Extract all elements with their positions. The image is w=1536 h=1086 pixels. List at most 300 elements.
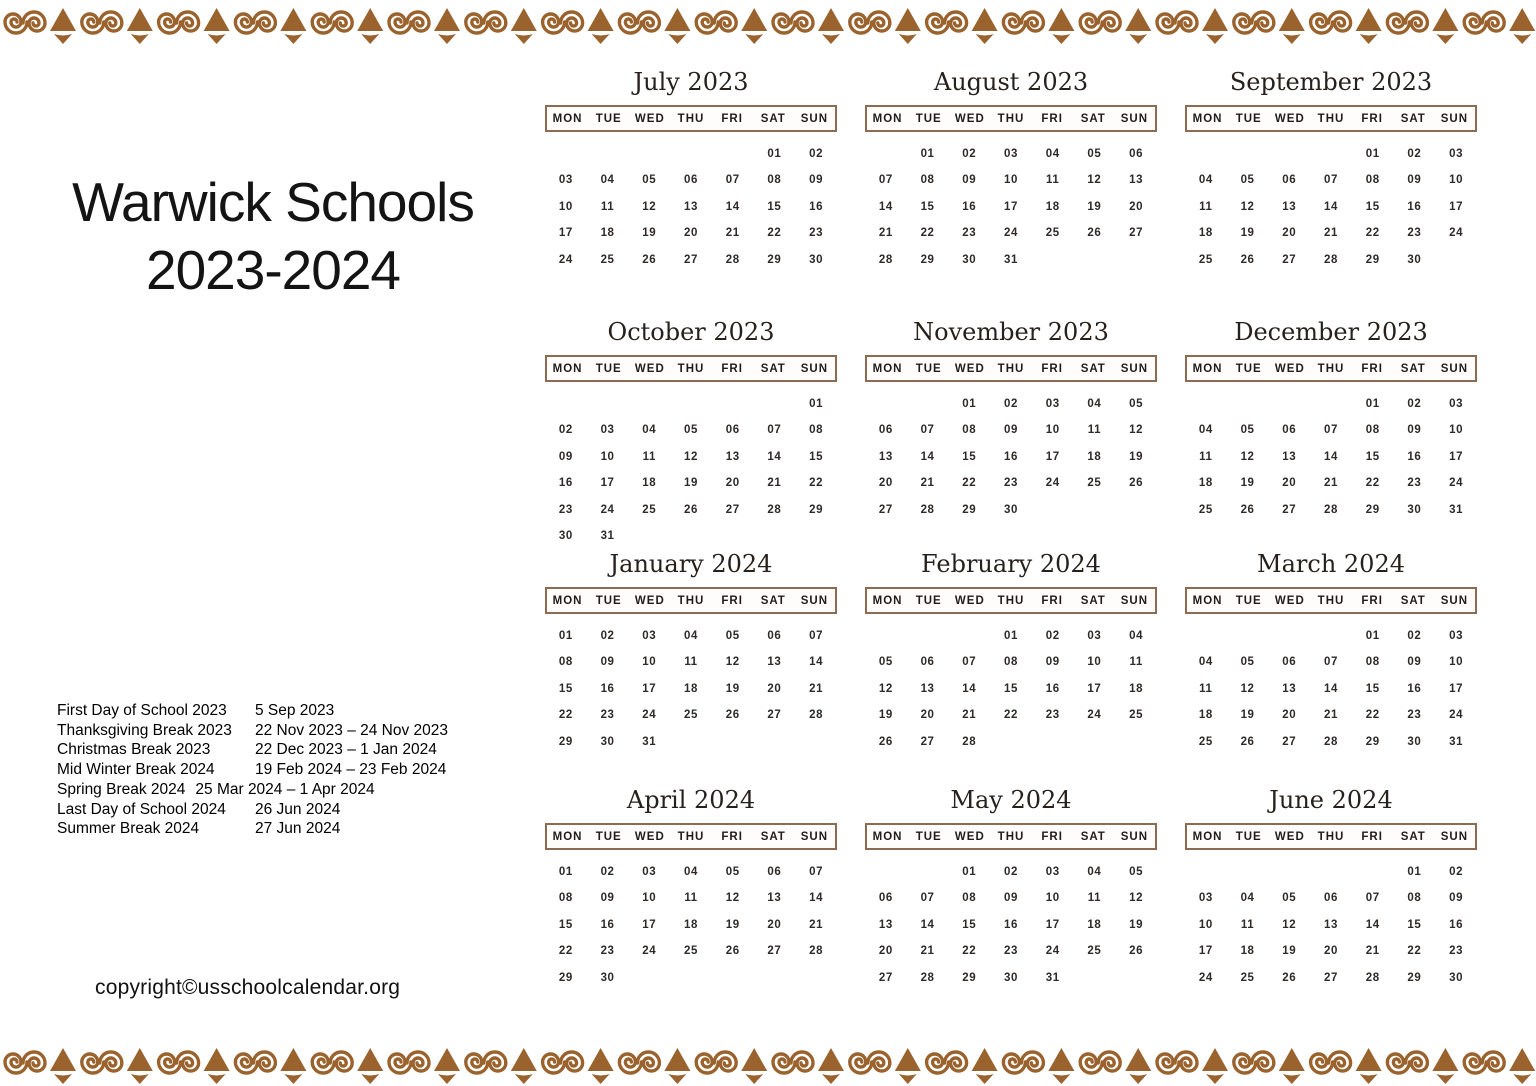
day-cell: 23 [1003, 945, 1018, 958]
key-date-label: Last Day of School 2024 [57, 800, 226, 818]
weekday-header [865, 823, 1157, 850]
day-cell: 10 [642, 892, 657, 905]
day-cell: 17 [1045, 450, 1060, 463]
weekday-label: MON [1192, 594, 1223, 607]
day-cell: 18 [600, 227, 615, 240]
weekday-label: WED [1274, 594, 1305, 607]
day-cell: 18 [1198, 477, 1213, 490]
day-cell: 12 [1282, 918, 1297, 931]
month-november-2023 [865, 314, 1157, 546]
day-cell: 18 [1198, 227, 1213, 240]
day-cell: 27 [767, 709, 782, 722]
day-cell: 24 [642, 709, 657, 722]
day-cell: 02 [1449, 866, 1464, 878]
day-cell: 07 [878, 174, 893, 187]
weekday-label: MON [1192, 112, 1223, 125]
day-cell: 08 [767, 174, 782, 187]
day-cell: 26 [725, 709, 740, 722]
weekday-label: WED [634, 362, 665, 375]
day-cell: 14 [809, 656, 824, 669]
day-cell: 21 [962, 709, 977, 722]
weekday-label: THU [1317, 830, 1345, 843]
month-june-2024 [1185, 782, 1477, 1012]
weekday-label: WED [954, 112, 985, 125]
day-cell: 27 [878, 971, 893, 984]
day-cell: 02 [1003, 866, 1018, 878]
day-cell: 17 [1198, 945, 1213, 958]
day-cell: 05 [725, 866, 740, 878]
day-cell: 11 [642, 450, 656, 463]
day-cell: 19 [1282, 945, 1297, 958]
day-cell: 13 [1129, 174, 1144, 187]
day-cell: 28 [1365, 971, 1380, 984]
day-cell: 26 [1129, 477, 1144, 490]
day-cell: 09 [1407, 174, 1422, 187]
day-cell: 08 [962, 892, 977, 905]
day-cell: 18 [683, 682, 698, 695]
month-title: March 2024 [1257, 550, 1405, 578]
day-cell: 21 [920, 945, 935, 958]
weekday-label: WED [634, 594, 665, 607]
weekday-label: TUE [1235, 594, 1262, 607]
day-cell: 30 [1003, 503, 1018, 516]
day-cell: 05 [1087, 148, 1102, 160]
day-cell: 28 [1323, 503, 1338, 516]
day-cell: 26 [725, 945, 740, 958]
day-cell: 15 [1365, 682, 1380, 695]
day-cell: 23 [1407, 477, 1422, 490]
day-cell: 19 [1129, 450, 1144, 463]
day-cell: 07 [1323, 424, 1338, 437]
day-cell: 03 [1449, 398, 1464, 410]
day-cell: 11 [1046, 174, 1060, 187]
weekday-label: SUN [1440, 830, 1469, 843]
month-title: January 2024 [609, 550, 773, 578]
weekday-label: SAT [760, 112, 786, 125]
day-cell: 17 [558, 227, 573, 240]
weekday-label: WED [1274, 830, 1305, 843]
day-cell: 26 [878, 735, 893, 748]
weekday-label: THU [997, 362, 1025, 375]
day-cell: 03 [600, 424, 615, 437]
day-cell: 02 [558, 424, 573, 437]
day-cell: 05 [683, 424, 698, 437]
weekday-label: THU [677, 362, 705, 375]
day-cell: 20 [878, 945, 893, 958]
day-cell: 02 [600, 866, 615, 878]
day-cell: 02 [1003, 398, 1018, 410]
day-cell: 13 [878, 918, 893, 931]
day-cell: 18 [1087, 450, 1102, 463]
weekday-label: WED [954, 362, 985, 375]
day-cell: 20 [683, 227, 698, 240]
day-cell: 16 [600, 918, 615, 931]
weekday-label: SAT [760, 594, 786, 607]
day-cell: 30 [962, 253, 977, 266]
weekday-label: TUE [595, 594, 622, 607]
day-cell: 18 [642, 477, 657, 490]
day-cell: 10 [558, 200, 573, 213]
day-cell: 04 [683, 866, 698, 878]
day-cell: 03 [1045, 398, 1060, 410]
day-cell: 16 [1003, 450, 1018, 463]
day-cell: 21 [767, 477, 782, 490]
day-cell: 17 [642, 918, 657, 931]
day-cell: 31 [1045, 971, 1060, 984]
month-title: May 2024 [950, 786, 1072, 814]
day-cell: 05 [1240, 424, 1255, 437]
month-title: April 2024 [626, 786, 756, 814]
day-cell: 23 [962, 227, 977, 240]
day-cell: 01 [1365, 148, 1380, 160]
weekday-label: FRI [721, 830, 743, 843]
day-cell: 22 [920, 227, 935, 240]
page-title [38, 168, 508, 304]
day-cell: 28 [1323, 735, 1338, 748]
weekday-label: MON [872, 362, 903, 375]
key-date-label: Thanksgiving Break 2023 [57, 721, 232, 739]
day-cell: 21 [878, 227, 893, 240]
days-grid [865, 859, 1157, 991]
weekday-label: FRI [1041, 362, 1063, 375]
day-cell: 27 [1282, 503, 1297, 516]
day-cell: 05 [878, 656, 893, 669]
weekday-header [545, 587, 837, 614]
day-cell: 02 [600, 630, 615, 642]
day-cell: 25 [1129, 709, 1144, 722]
day-cell: 10 [1045, 424, 1060, 437]
weekday-header [1185, 587, 1477, 614]
weekday-label: MON [552, 594, 583, 607]
day-cell: 06 [683, 174, 698, 187]
day-cell: 24 [642, 945, 657, 958]
weekday-label: TUE [915, 594, 942, 607]
day-cell: 03 [1045, 866, 1060, 878]
weekday-label: THU [1317, 594, 1345, 607]
day-cell: 23 [1003, 477, 1018, 490]
month-title: September 2023 [1229, 68, 1433, 96]
day-cell: 19 [1129, 918, 1144, 931]
weekday-label: SAT [760, 362, 786, 375]
day-cell: 22 [1003, 709, 1018, 722]
weekday-label: FRI [721, 112, 743, 125]
day-cell: 06 [878, 424, 893, 437]
weekday-label: SUN [1440, 112, 1469, 125]
key-date-row [57, 780, 527, 800]
day-cell: 09 [1003, 424, 1018, 437]
day-cell: 20 [1282, 709, 1297, 722]
weekday-label: FRI [721, 594, 743, 607]
weekday-header [865, 355, 1157, 382]
day-cell: 01 [1365, 630, 1380, 642]
day-cell: 11 [1240, 918, 1255, 931]
day-cell: 04 [642, 424, 657, 437]
month-october-2023 [545, 314, 837, 546]
day-cell: 25 [1087, 945, 1102, 958]
day-cell: 05 [1282, 892, 1297, 905]
day-cell: 11 [1199, 450, 1213, 463]
day-cell: 14 [1323, 200, 1338, 213]
weekday-label: THU [1317, 112, 1345, 125]
day-cell: 22 [962, 945, 977, 958]
day-cell: 22 [767, 227, 782, 240]
day-cell: 19 [1240, 477, 1255, 490]
day-cell: 02 [1045, 630, 1060, 642]
day-cell: 10 [1449, 656, 1464, 669]
days-grid [865, 141, 1157, 273]
days-grid [865, 623, 1157, 755]
day-cell: 30 [1449, 971, 1464, 984]
day-cell: 14 [725, 200, 740, 213]
day-cell: 16 [1449, 918, 1464, 931]
day-cell: 12 [1129, 892, 1144, 905]
day-cell: 07 [809, 866, 824, 878]
weekday-label: WED [634, 830, 665, 843]
month-title: October 2023 [607, 318, 775, 346]
day-cell: 13 [1323, 918, 1338, 931]
day-cell: 11 [1087, 892, 1102, 905]
day-cell: 12 [1087, 174, 1102, 187]
day-cell: 19 [725, 682, 740, 695]
day-cell: 23 [558, 503, 573, 516]
day-cell: 16 [1407, 450, 1422, 463]
day-cell: 23 [1449, 945, 1464, 958]
weekday-label: SAT [1400, 594, 1426, 607]
day-cell: 09 [600, 656, 615, 669]
day-cell: 04 [1240, 892, 1255, 905]
day-cell: 19 [1087, 200, 1102, 213]
month-february-2024 [865, 546, 1157, 782]
day-cell: 03 [1087, 630, 1102, 642]
day-cell: 07 [725, 174, 740, 187]
day-cell: 25 [1198, 503, 1213, 516]
day-cell: 04 [600, 174, 615, 187]
day-cell: 17 [1449, 450, 1464, 463]
weekday-label: MON [552, 362, 583, 375]
weekday-label: TUE [1235, 830, 1262, 843]
day-cell: 13 [725, 450, 740, 463]
day-cell: 08 [558, 892, 573, 905]
day-cell: 22 [1407, 945, 1422, 958]
day-cell: 17 [1449, 682, 1464, 695]
day-cell: 08 [558, 656, 573, 669]
day-cell: 01 [962, 398, 977, 410]
day-cell: 29 [1407, 971, 1422, 984]
day-cell: 11 [1199, 682, 1213, 695]
day-cell: 04 [683, 630, 698, 642]
weekday-label: SUN [1120, 362, 1149, 375]
weekday-header [545, 105, 837, 132]
day-cell: 26 [1129, 945, 1144, 958]
weekday-label: SUN [1120, 830, 1149, 843]
day-cell: 04 [1087, 398, 1102, 410]
day-cell: 27 [878, 503, 893, 516]
day-cell: 29 [1365, 735, 1380, 748]
weekday-label: TUE [915, 362, 942, 375]
day-cell: 11 [600, 200, 615, 213]
month-january-2024 [545, 546, 837, 782]
day-cell: 21 [1323, 227, 1338, 240]
day-cell: 09 [1045, 656, 1060, 669]
day-cell: 09 [962, 174, 977, 187]
day-cell: 01 [558, 630, 573, 642]
day-cell: 17 [1087, 682, 1102, 695]
month-august-2023 [865, 64, 1157, 314]
day-cell: 08 [962, 424, 977, 437]
day-cell: 05 [1129, 398, 1144, 410]
weekday-label: TUE [915, 112, 942, 125]
page-title-line1: Warwick Schools [72, 171, 474, 233]
weekday-label: TUE [915, 830, 942, 843]
weekday-label: MON [872, 830, 903, 843]
day-cell: 15 [558, 682, 573, 695]
key-date-value: 22 Nov 2023 – 24 Nov 2023 [255, 721, 449, 739]
day-cell: 14 [1365, 918, 1380, 931]
day-cell: 15 [1407, 918, 1422, 931]
weekday-label: TUE [1235, 362, 1262, 375]
month-july-2023 [545, 64, 837, 314]
day-cell: 25 [642, 503, 657, 516]
day-cell: 13 [683, 200, 698, 213]
day-cell: 01 [962, 866, 977, 878]
day-cell: 10 [1087, 656, 1102, 669]
day-cell: 30 [809, 253, 824, 266]
day-cell: 24 [1045, 945, 1060, 958]
day-cell: 22 [1365, 227, 1380, 240]
copyright-text: copyright©usschoolcalendar.org [95, 976, 401, 999]
day-cell: 29 [558, 735, 573, 748]
day-cell: 27 [1129, 227, 1144, 240]
day-cell: 18 [683, 918, 698, 931]
day-cell: 14 [920, 450, 935, 463]
day-cell: 24 [1449, 227, 1464, 240]
day-cell: 27 [1282, 735, 1297, 748]
day-cell: 12 [1129, 424, 1144, 437]
day-cell: 15 [1365, 450, 1380, 463]
day-cell: 13 [1282, 682, 1297, 695]
day-cell: 03 [1449, 148, 1464, 160]
day-cell: 20 [878, 477, 893, 490]
day-cell: 31 [1449, 503, 1464, 516]
day-cell: 20 [767, 918, 782, 931]
day-cell: 21 [809, 918, 824, 931]
day-cell: 16 [1407, 200, 1422, 213]
day-cell: 28 [767, 503, 782, 516]
key-date-value: 5 Sep 2023 [255, 702, 335, 719]
day-cell: 13 [1282, 200, 1297, 213]
days-grid [1185, 141, 1477, 273]
day-cell: 01 [1003, 630, 1018, 642]
day-cell: 22 [809, 477, 824, 490]
day-cell: 11 [684, 892, 698, 905]
weekday-label: FRI [1361, 362, 1383, 375]
day-cell: 10 [642, 656, 657, 669]
weekday-label: FRI [1041, 594, 1063, 607]
day-cell: 11 [1087, 424, 1102, 437]
day-cell: 29 [767, 253, 782, 266]
day-cell: 22 [558, 945, 573, 958]
calendar-grid [545, 64, 1477, 1012]
day-cell: 08 [1365, 656, 1380, 669]
day-cell: 09 [1449, 892, 1464, 905]
weekday-label: SUN [1120, 112, 1149, 125]
day-cell: 29 [1365, 503, 1380, 516]
day-cell: 20 [1129, 200, 1144, 213]
day-cell: 27 [1323, 971, 1338, 984]
day-cell: 31 [642, 735, 657, 748]
day-cell: 24 [1198, 971, 1213, 984]
weekday-header [1185, 823, 1477, 850]
day-cell: 15 [920, 200, 935, 213]
day-cell: 12 [1240, 450, 1255, 463]
day-cell: 06 [920, 656, 935, 669]
ornament-border-bottom-icon [0, 1042, 1536, 1084]
weekday-label: THU [997, 112, 1025, 125]
day-cell: 01 [1407, 866, 1422, 878]
day-cell: 10 [1449, 174, 1464, 187]
day-cell: 27 [683, 253, 698, 266]
day-cell: 19 [1240, 709, 1255, 722]
key-date-label: Summer Break 2024 [57, 820, 200, 838]
key-date-value: 27 Jun 2024 [255, 820, 341, 838]
day-cell: 16 [1045, 682, 1060, 695]
day-cell: 09 [809, 174, 824, 187]
day-cell: 03 [1198, 892, 1213, 905]
day-cell: 09 [1407, 656, 1422, 669]
day-cell: 22 [558, 709, 573, 722]
key-date-row [57, 721, 527, 741]
key-date-row [57, 701, 527, 721]
day-cell: 30 [600, 971, 615, 984]
day-cell: 06 [1129, 148, 1144, 160]
weekday-label: SAT [1080, 362, 1106, 375]
day-cell: 24 [1045, 477, 1060, 490]
month-title: December 2023 [1234, 318, 1428, 346]
day-cell: 21 [809, 682, 824, 695]
day-cell: 30 [1407, 253, 1422, 266]
day-cell: 23 [809, 227, 824, 240]
day-cell: 24 [1003, 227, 1018, 240]
day-cell: 14 [962, 682, 977, 695]
month-title: August 2023 [933, 68, 1089, 96]
day-cell: 17 [642, 682, 657, 695]
day-cell: 12 [642, 200, 657, 213]
day-cell: 30 [1407, 503, 1422, 516]
days-grid [545, 623, 837, 755]
month-title: February 2024 [921, 550, 1101, 578]
day-cell: 16 [809, 200, 824, 213]
key-date-label: Spring Break 2024 [57, 780, 186, 798]
day-cell: 28 [809, 945, 824, 958]
weekday-header [545, 823, 837, 850]
day-cell: 19 [683, 477, 698, 490]
month-title: November 2023 [913, 318, 1109, 346]
weekday-label: FRI [1361, 112, 1383, 125]
day-cell: 28 [920, 503, 935, 516]
day-cell: 08 [920, 174, 935, 187]
day-cell: 06 [767, 630, 782, 642]
day-cell: 04 [1087, 866, 1102, 878]
day-cell: 12 [683, 450, 698, 463]
day-cell: 10 [1198, 918, 1213, 931]
weekday-label: TUE [1235, 112, 1262, 125]
weekday-label: MON [552, 830, 583, 843]
day-cell: 16 [1003, 918, 1018, 931]
weekday-label: MON [552, 112, 583, 125]
day-cell: 03 [558, 174, 573, 187]
day-cell: 22 [962, 477, 977, 490]
weekday-label: THU [997, 594, 1025, 607]
